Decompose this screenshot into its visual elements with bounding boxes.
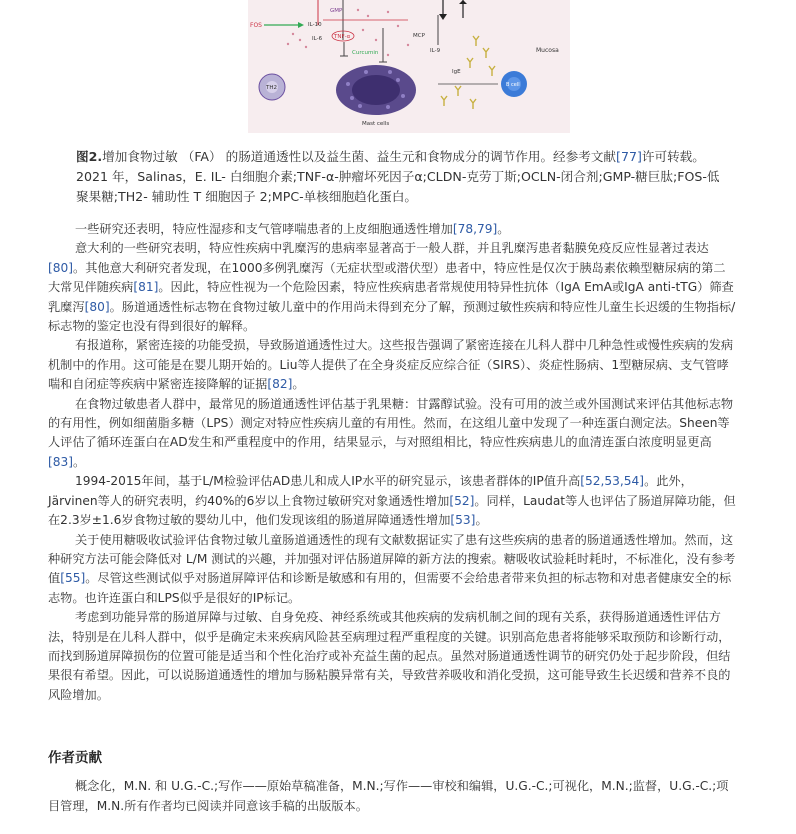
tnf-label: TNF-α (334, 34, 351, 40)
mcp-label: MCP (413, 33, 425, 39)
reference-link[interactable]: [78,79] (452, 222, 498, 236)
paragraph: 在食物过敏患者人群中，最常见的肠道通透性评估基于乳果糖：甘露醇试验。没有可用的波兰或外国测试来评估其他标志物的有用性，例如细菌脂多糖（LPS）测定对特应性疾病儿童的有用性。然而，在这组儿童中发现了一种连蛋白测定法。Sheen等人评估了循环连蛋白在AD发生和严重程度中的作用，结果显示，与对照组相比，特应性疾病患儿的血清连蛋白浓度明显更高[83]。 (48, 396, 734, 469)
reference-link[interactable]: [82] (267, 377, 293, 392)
ige-label: IgE (452, 69, 461, 75)
curcumin-label: Curcumin (352, 50, 379, 56)
paragraph: 考虑到功能异常的肠道屏障与过敏、自身免疫、神经系统或其他疾病的发病机制之间的现有关系，获得肠道通透性评估方法，特别是在儿科人群中，似乎是确定未来疾病风险甚至病理过程严重程度的关键。识别高危患者将能够采取预防和诊断行动，而找到肠道屏障损伤的位置可能是适当和个性化治疗或补充益生菌的起点。虽然对肠道通透性调节的研究仍处于起步阶段，但结果很有希望。因此，可以说肠道通透性的增加与肠粘膜异常有关，导致营养吸收和消化受损，这可能导致生长迟缓和营养不良的风险增加。 (48, 610, 731, 702)
reference-link[interactable]: [52,53,54] (580, 474, 645, 489)
figure-illustration (248, 0, 570, 133)
paragraph: 关于使用糖吸收试验评估食物过敏儿童肠道通透性的现有文献数据证实了患有这些疾病的患者的肠道通透性增加。然而，这种研究方法可能会降低对 L/M 测试的兴趣，并加强对评估肠道屏障的新方法的搜索。糖吸收试验耗时耗时，不标准化，没有参考值[55]。尽管这些测试似乎对肠道屏障评估和诊断是敏感和有用的，但需要不会给患者带来负担的标志物和对患者健康安全的标志物。也许连蛋白和LPS似乎是很好的IP标记。 (48, 532, 736, 605)
il6-label: IL-6 (312, 36, 323, 42)
article-body (48, 220, 736, 705)
caption-label: 图2. (76, 149, 103, 164)
paragraph: 有报道称，紧密连接的功能受损，导致肠道通透性过大。这些报告强调了紧密连接在儿科人群中几种急性或慢性疾病的发病机制中的作用。这可能是在婴儿期开始的。Liu等人提供了在全身炎症反应综合征（SIRS）、炎症性肠病、1型糖尿病、支气管哮喘和自闭症等疾病中紧密连接降解的证据[82]。 (48, 338, 734, 392)
paragraph: 意大利的一些研究表明，特应性疾病中乳糜泻的患病率显著高于一般人群，并且乳糜泻患者黏膜免疫反应性显著过表达[80]。其他意大利研究者发现，在1000多例乳糜泻（无症状型或潜伏型）患者中，特应性是仅次于胰岛素依赖型糖尿病的第二大常见伴随疾病[81]。因此，特应性视为一个危险因素，特应性疾病患者常规使用特异性抗体（IgA EmA或IgA anti-tTG）筛查乳糜泻[80]。肠道通透性标志物在食物过敏儿童中的作用尚未得到充分了解，预测过敏性疾病和特应性儿童生长迟缓的生物指标/标志物的鉴定也没有得到很好的解释。 (48, 241, 736, 334)
reference-link[interactable]: [52] (449, 493, 475, 508)
fos-label: FOS (250, 22, 262, 29)
paragraph: 1994-2015年间，基于L/M检验评估AD患儿和成人IP水平的研究显示，该患者群体的IP值升高[52,53,54]。此外，Järvinen等人的研究表明，约40%的6岁以上食物过敏研究对象通透性增加[52]。同样，Laudat等人也评估了肠道屏障功能，但在2.3岁±1.6岁食物过敏的婴幼儿中，他们发现该组的肠道屏障通透性增加[53]。 (48, 474, 736, 528)
figure-caption (76, 147, 726, 207)
caption-text-continued: 许可转载。2021 年，Salinas，E. IL- 白细胞介素;TNF-α-肿瘤坏死因子α;CLDN-克劳丁斯;OCLN-闭合剂;GMP-糖巨肽;FOS-低聚果糖;TH2- 辅助性 T 细胞因子 2;MPC-单核细胞趋化蛋白。 (76, 149, 720, 204)
caption-reference-link[interactable]: [77] (616, 149, 642, 164)
paragraph: 一些研究还表明，特应性湿疹和支气管哮喘患者的上皮细胞通透性增加[78,79]。 (75, 222, 510, 236)
reference-link[interactable]: [83] (48, 454, 74, 469)
reference-link[interactable]: [53] (450, 513, 476, 528)
mucosa-label: Mucosa (536, 47, 559, 54)
il9-label: IL-9 (430, 48, 441, 54)
il10-label: IL-10 (308, 22, 322, 28)
th2-label: TH2 (266, 85, 277, 91)
mast-cells-label: Mast cells (362, 121, 390, 127)
reference-link[interactable]: [80] (48, 260, 74, 275)
contributions-text-block (48, 776, 736, 816)
b-cell-label: B cell (506, 82, 520, 88)
figure-image (248, 0, 570, 133)
section-title-contributions: 作者贡献 (48, 750, 102, 766)
contributions-paragraph: 概念化，M.N. 和 U.G.-C.;写作——原始草稿准备，M.N.;写作——审校和编辑，U.G.-C.;可视化，M.N.;监督，U.G.-C.;项目管理，M.N.所有作者均已阅读并同意该手稿的出版版本。 (48, 779, 729, 813)
reference-link[interactable]: [81] (133, 280, 159, 295)
reference-link[interactable]: [55] (60, 571, 86, 586)
gmp-label: GMP (330, 8, 343, 14)
reference-link[interactable]: [80] (84, 299, 110, 314)
caption-text: 增加食物过敏 （FA） 的肠道通透性以及益生菌、益生元和食物成分的调节作用。经参考文献 (102, 149, 617, 164)
